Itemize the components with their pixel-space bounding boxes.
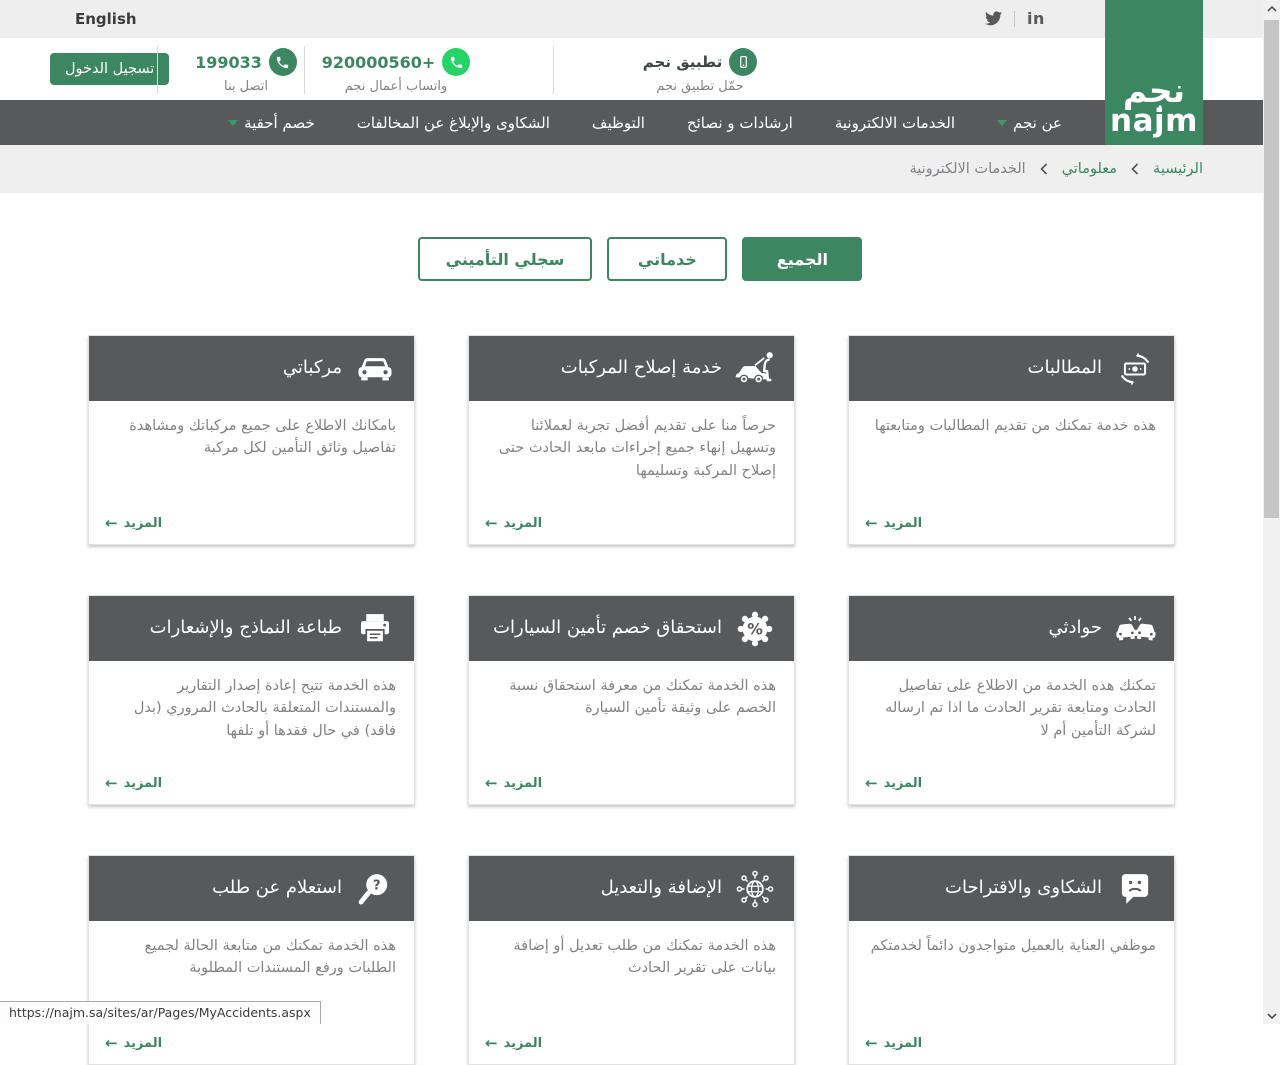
svg-text:?: ?	[372, 877, 381, 893]
card-description: هذه الخدمة تمكنك من متابعة الحالة لجميع الطلبات ورفع المستندات المطلوبة	[144, 938, 396, 977]
arrow-left-icon: ←	[865, 1034, 878, 1052]
add-modify-icon	[732, 867, 778, 911]
app-subtitle: حمّل تطبيق نجم	[656, 79, 744, 94]
service-filters	[0, 237, 1280, 281]
breadcrumb-my-info[interactable]: معلوماتي	[1061, 161, 1118, 177]
card-header	[849, 856, 1174, 921]
card-description: هذه خدمة تمكنك من تقديم المطالبات ومتابعتها	[874, 418, 1156, 434]
chevron-down-icon	[228, 120, 238, 126]
service-card-claims[interactable]	[848, 335, 1175, 545]
card-description: بامكانك الاطلاع على جميع مركباتك ومشاهدة تفاصيل وثائق التأمين لكل مركبة	[129, 418, 396, 457]
claims-icon	[1112, 347, 1158, 391]
more-link[interactable]: المزيد ←	[485, 514, 543, 532]
more-link[interactable]: المزيد ←	[865, 1034, 923, 1052]
vertical-scrollbar[interactable]	[1263, 0, 1280, 1024]
mobile-app-icon	[729, 48, 757, 76]
card-title: مركباتي	[282, 357, 342, 379]
card-description: هذه الخدمة تمكنك من طلب تعديل أو إضافة بيانات على تقرير الحادث	[513, 938, 776, 977]
chevron-down-icon	[997, 120, 1007, 126]
card-header	[469, 856, 794, 921]
login-button[interactable]: تسجيل الدخول	[50, 53, 169, 85]
top-utility-bar	[0, 0, 1280, 38]
whatsapp-label: واتساب أعمال نجم	[344, 79, 448, 94]
filter-insurance-record-button[interactable]: سجلي التأميني	[418, 237, 593, 281]
nav-item-about-najm[interactable]: عن نجم	[997, 114, 1062, 132]
request-inquiry-icon	[352, 868, 398, 910]
card-title: استحقاق خصم تأمين السيارات	[493, 617, 722, 639]
logo-arabic-text: نجم	[1122, 71, 1186, 111]
breadcrumb	[0, 145, 1280, 193]
arrow-left-icon: ←	[865, 774, 878, 792]
discount-icon	[732, 607, 778, 651]
card-description: هذه الخدمة تتيح إعادة إصدار التقارير والمستندات المتعلقة بالحادث المروري (بدل فاقد) في حال فقدها أو تلفها	[133, 678, 396, 739]
najm-logo[interactable]	[1105, 0, 1203, 145]
nav-item-guidelines-tips[interactable]: ارشادات و نصائح	[686, 113, 793, 132]
app-title: تطبيق نجم	[642, 53, 723, 71]
my-vehicles-icon	[352, 347, 398, 391]
nav-item-careers[interactable]: التوظيف	[591, 113, 645, 132]
card-description: موظفي العناية بالعميل متواجدون دائماً لخدمتكم	[870, 938, 1156, 954]
more-link[interactable]: المزيد ←	[865, 774, 923, 792]
whatsapp-icon	[442, 48, 470, 76]
arrow-left-icon: ←	[485, 1034, 498, 1052]
service-card-request-inquiry[interactable]	[88, 855, 415, 1065]
phone-icon	[269, 48, 297, 76]
services-grid	[88, 335, 1175, 1065]
my-accidents-icon	[1112, 607, 1158, 651]
header-divider	[553, 46, 554, 94]
arrow-left-icon: ←	[105, 1034, 118, 1052]
call-number: 199033	[195, 52, 262, 72]
arrow-left-icon: ←	[105, 774, 118, 792]
print-forms-icon	[352, 608, 398, 650]
main-navigation	[0, 100, 1280, 145]
header-divider	[304, 46, 305, 94]
more-link[interactable]: المزيد ←	[105, 1034, 163, 1052]
card-description: تمكنك هذه الخدمة من الاطلاع على تفاصيل الحادث ومتابعة تقرير الحادث ما اذا تم ارساله لشركة التأمين أم لا	[885, 678, 1156, 739]
card-header	[89, 336, 414, 401]
service-card-complaints-suggestions[interactable]	[848, 855, 1175, 1065]
card-header	[469, 336, 794, 401]
card-title: المطالبات	[1027, 357, 1102, 379]
service-card-vehicle-repair[interactable]	[468, 335, 795, 545]
breadcrumb-home[interactable]: الرئيسية	[1153, 161, 1203, 177]
nav-item-complaints-violations[interactable]: الشكاوى والإبلاغ عن المخالفات	[356, 113, 550, 132]
more-link[interactable]: المزيد ←	[865, 514, 923, 532]
arrow-left-icon: ←	[105, 514, 118, 532]
card-header	[849, 596, 1174, 661]
linkedin-icon[interactable]: in	[1027, 9, 1045, 28]
service-card-add-modify[interactable]	[468, 855, 795, 1065]
link-status-bar: https://najm.sa/sites/ar/Pages/MyAccidents.aspx	[0, 1001, 321, 1024]
service-card-my-accidents[interactable]	[848, 595, 1175, 805]
nav-item-eservices[interactable]: الخدمات الالكترونية	[834, 113, 956, 132]
card-title: الإضافة والتعديل	[600, 877, 722, 899]
whatsapp-number: +920000560	[321, 52, 436, 72]
card-title: الشكاوى والاقتراحات	[945, 877, 1102, 899]
language-switch-english[interactable]: English	[75, 10, 137, 28]
service-card-print-forms[interactable]	[88, 595, 415, 805]
social-divider	[1014, 11, 1015, 27]
main-header	[0, 38, 1280, 100]
more-link[interactable]: المزيد ←	[485, 1034, 543, 1052]
call-label: اتصل بنا	[224, 79, 268, 94]
nav-item-eligibility-discount[interactable]: خصم أحقية	[228, 114, 315, 132]
card-title: استعلام عن طلب	[212, 877, 342, 899]
filter-my-services-button[interactable]: خدماتي	[607, 237, 727, 281]
filter-all-button[interactable]: الجميع	[742, 237, 862, 281]
breadcrumb-current-eservices: الخدمات الالكترونية	[909, 161, 1026, 177]
header-divider	[157, 46, 158, 94]
card-header	[849, 336, 1174, 401]
card-header	[469, 596, 794, 661]
arrow-left-icon: ←	[865, 514, 878, 532]
svg-text:%: %	[747, 620, 763, 638]
vehicle-repair-icon	[732, 347, 778, 391]
complaints-icon	[1112, 868, 1158, 910]
breadcrumb-chevron-icon	[1131, 163, 1139, 175]
service-card-my-vehicles[interactable]	[88, 335, 415, 545]
scrollbar-thumb[interactable]	[1264, 20, 1279, 518]
card-header	[89, 596, 414, 661]
card-title: حوادثي	[1048, 617, 1102, 639]
whatsapp-block[interactable]	[321, 48, 456, 94]
card-description: هذه الخدمة تمكنك من معرفة استحقاق نسبة الخصم على وثيقة تأمين السيارة	[509, 678, 776, 717]
card-header	[89, 856, 414, 921]
arrow-left-icon: ←	[485, 774, 498, 792]
service-card-insurance-discount[interactable]	[468, 595, 795, 805]
card-title: خدمة إصلاح المركبات	[560, 357, 722, 379]
scroll-up-icon[interactable]	[1263, 0, 1280, 17]
card-title: طباعة النماذج والإشعارات	[149, 617, 342, 639]
more-link[interactable]: المزيد ←	[105, 514, 163, 532]
breadcrumb-chevron-icon	[1040, 163, 1048, 175]
najm-app-block[interactable]	[640, 48, 760, 94]
twitter-icon[interactable]	[985, 11, 1002, 26]
call-us-block[interactable]	[195, 48, 294, 94]
card-description: حرصاً منا على تقديم أفضل تجربة لعملائنا وتسهيل إنهاء جميع إجراءات مابعد الحادث حتى إصلاح المركبة وتسليمها	[498, 418, 776, 479]
more-link[interactable]: المزيد ←	[105, 774, 163, 792]
scroll-down-icon[interactable]	[1263, 1007, 1280, 1024]
arrow-left-icon: ←	[485, 514, 498, 532]
more-link[interactable]: المزيد ←	[485, 774, 543, 792]
social-links	[985, 9, 1045, 28]
logo-latin-text: najm	[1110, 103, 1198, 139]
